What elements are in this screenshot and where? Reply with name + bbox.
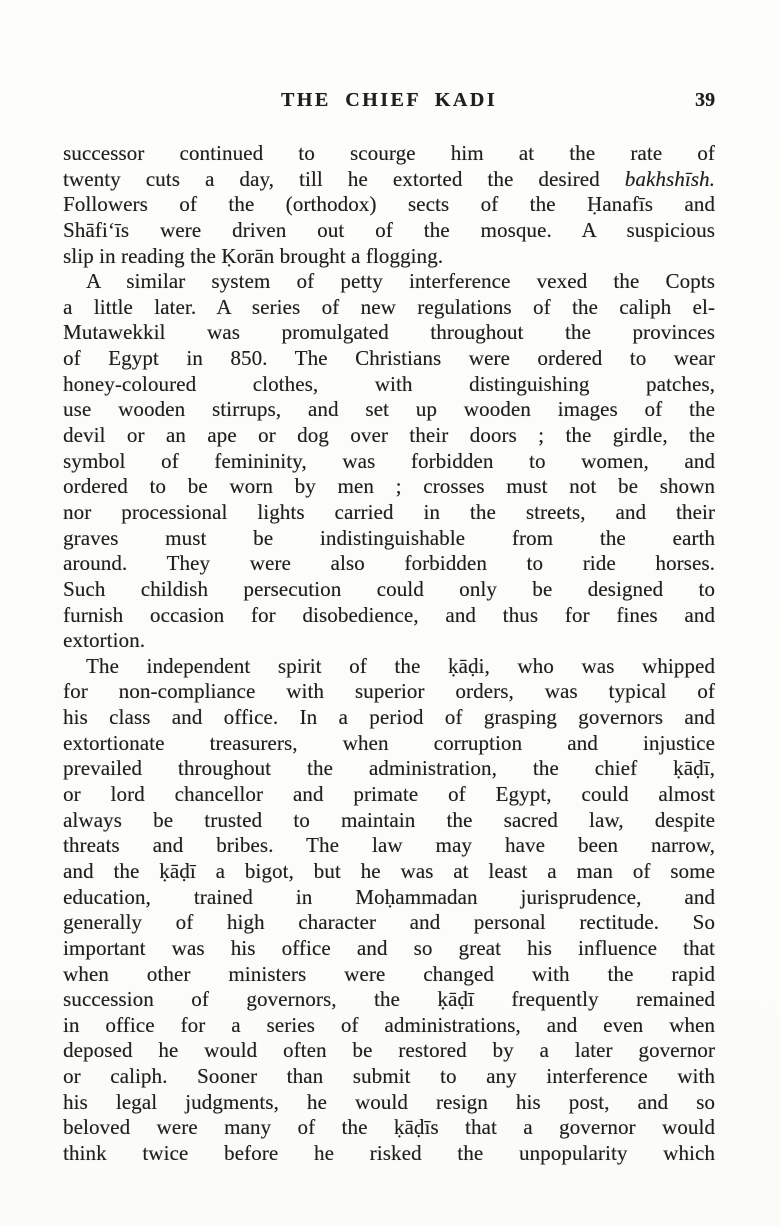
- page-number: 39: [695, 89, 715, 111]
- text-line: graves must be indistinguishable from the earth: [63, 525, 715, 550]
- text-line: education, trained in Moḥammadan jurisprudence, and: [63, 884, 715, 909]
- text-line: Mutawekkil was promulgated throughout the provinces: [63, 320, 715, 345]
- text-line: generally of high character and personal rectitude. So: [63, 910, 715, 935]
- text-line: A similar system of petty interference vexed the Copts: [86, 269, 715, 294]
- text-line: deposed he would often be restored by a later governor: [63, 1038, 715, 1063]
- text-line: devil or an ape or dog over their doors ; the girdle, the: [63, 423, 715, 448]
- text-line: Shāfi‘īs were driven out of the mosque. A suspicious: [63, 217, 715, 242]
- text-line: extortion.: [63, 628, 146, 653]
- text-line: when other ministers were changed with the rapid: [63, 961, 715, 986]
- text-line: succession of governors, the ḳāḍī frequently remained: [63, 987, 715, 1012]
- text-line: furnish occasion for disobedience, and thus for fines and: [63, 602, 715, 627]
- text-line: twenty cuts a day, till he extorted the desired bakhshīsh.: [63, 166, 715, 191]
- text-line: successor continued to scourge him at the rate of: [63, 141, 715, 165]
- text-line: slip in reading the Ḳorān brought a flogging.: [63, 243, 444, 268]
- text-block: [63, 88, 715, 1167]
- text-line: and the ḳāḍī a bigot, but he was at least a man of some: [63, 858, 715, 883]
- text-line: or caliph. Sooner than submit to any interference with: [63, 1064, 715, 1089]
- text-line: his class and office. In a period of grasping governors and: [63, 705, 715, 730]
- text-line: Followers of the (orthodox) sects of the Ḥanafīs and: [63, 192, 715, 217]
- text-line: The independent spirit of the ḳāḍi, who was whipped: [86, 653, 715, 678]
- text-line: think twice before he risked the unpopularity which: [63, 1140, 715, 1165]
- body-text: [63, 141, 715, 1167]
- text-line: important was his office and so great his influence that: [63, 935, 715, 960]
- text-line: in office for a series of administrations, and even when: [63, 1012, 715, 1037]
- text-line: extortionate treasurers, when corruption and injustice: [63, 730, 715, 755]
- text-line: Such childish persecution could only be designed to: [63, 576, 715, 601]
- text-line: or lord chancellor and primate of Egypt, could almost: [63, 782, 715, 807]
- text-line: threats and bribes. The law may have been narrow,: [63, 833, 715, 858]
- text-line: beloved were many of the ḳāḍīs that a governor would: [63, 1115, 715, 1140]
- text-line: his legal judgments, he would resign his post, and so: [63, 1089, 715, 1114]
- text-line: symbol of femininity, was forbidden to women, and: [63, 448, 715, 473]
- page-title: THE CHIEF KADI: [280, 89, 498, 111]
- text-line: honey-coloured clothes, with distinguishing patches,: [63, 371, 715, 396]
- text-line: for non-compliance with superior orders, was typical of: [63, 679, 715, 704]
- text-line: always be trusted to maintain the sacred law, despite: [63, 807, 715, 832]
- text-line: ordered to be worn by men ; crosses must not be shown: [63, 474, 715, 499]
- text-line: use wooden stirrups, and set up wooden images of the: [63, 397, 715, 422]
- text-line: around. They were also forbidden to ride horses.: [63, 551, 715, 576]
- text-line: prevailed throughout the administration, the chief ḳāḍī,: [63, 756, 715, 781]
- text-line: of Egypt in 850. The Christians were ordered to wear: [63, 346, 715, 371]
- text-line: nor processional lights carried in the streets, and their: [63, 499, 715, 524]
- text-line: a little later. A series of new regulations of the caliph el-: [63, 294, 715, 319]
- running-head: [63, 88, 715, 112]
